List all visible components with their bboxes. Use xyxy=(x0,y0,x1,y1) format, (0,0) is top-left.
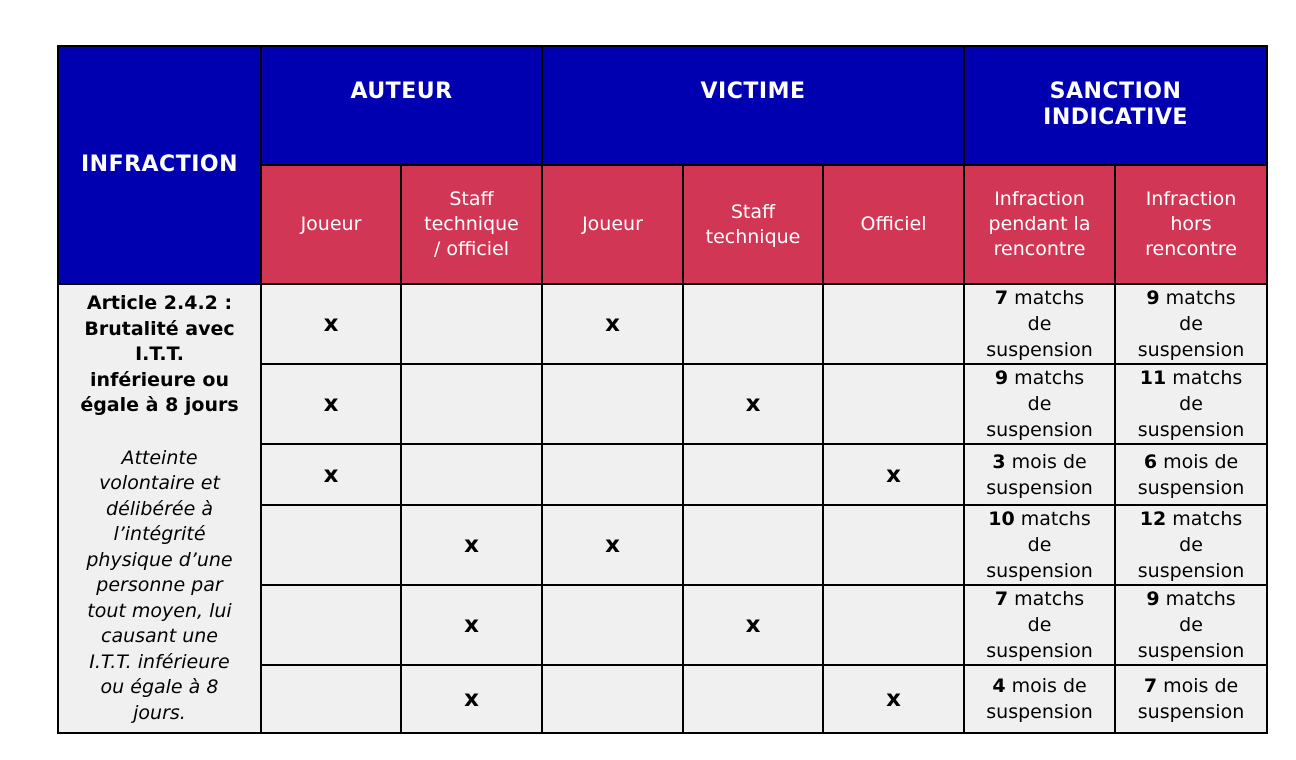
sanction-pendant: 7 matchs de suspension xyxy=(964,284,1115,364)
subheader-victime-staff: Staff technique xyxy=(683,165,823,284)
mark-auteur-joueur xyxy=(261,505,401,585)
mark-victime-staff xyxy=(683,284,823,364)
mark-victime-officiel xyxy=(823,585,964,665)
subheader-auteur-staff: Staff technique / officiel xyxy=(401,165,542,284)
sanction-hors: 6 mois de suspension xyxy=(1115,444,1267,505)
mark-auteur-joueur: x xyxy=(261,444,401,505)
sanction-hors: 9 matchs de suspension xyxy=(1115,284,1267,364)
sanctions-table xyxy=(57,45,1268,734)
mark-victime-joueur xyxy=(542,444,683,505)
subheader-victime-officiel: Officiel xyxy=(823,165,964,284)
mark-victime-joueur xyxy=(542,585,683,665)
mark-auteur-staff: x xyxy=(401,665,542,733)
table-row xyxy=(58,284,1267,364)
mark-victime-joueur: x xyxy=(542,505,683,585)
article-title: Article 2.4.2 : Brutalité avec I.T.T. inférieure ou égale à 8 jours xyxy=(80,292,239,416)
header-auteur: AUTEUR xyxy=(261,46,542,165)
sanction-pendant: 10 matchs de suspension xyxy=(964,505,1115,585)
header-victime: VICTIME xyxy=(542,46,964,165)
mark-victime-staff xyxy=(683,505,823,585)
sanction-pendant: 3 mois de suspension xyxy=(964,444,1115,505)
mark-auteur-staff xyxy=(401,284,542,364)
sanction-pendant: 9 matchs de suspension xyxy=(964,364,1115,444)
mark-victime-staff: x xyxy=(683,364,823,444)
mark-victime-officiel xyxy=(823,505,964,585)
mark-auteur-joueur xyxy=(261,585,401,665)
mark-victime-officiel: x xyxy=(823,444,964,505)
mark-auteur-staff xyxy=(401,444,542,505)
mark-auteur-staff: x xyxy=(401,505,542,585)
mark-victime-staff xyxy=(683,444,823,505)
header-infraction: INFRACTION xyxy=(58,46,261,284)
sanction-hors: 7 mois de suspension xyxy=(1115,665,1267,733)
subheader-victime-joueur: Joueur xyxy=(542,165,683,284)
sanction-hors: 9 matchs de suspension xyxy=(1115,585,1267,665)
sanction-hors: 11 matchs de suspension xyxy=(1115,364,1267,444)
subheader-infraction-hors: Infraction hors rencontre xyxy=(1115,165,1267,284)
mark-victime-officiel xyxy=(823,284,964,364)
subheader-infraction-pendant: Infraction pendant la rencontre xyxy=(964,165,1115,284)
mark-auteur-joueur: x xyxy=(261,284,401,364)
mark-victime-staff xyxy=(683,665,823,733)
mark-auteur-joueur: x xyxy=(261,364,401,444)
mark-victime-joueur xyxy=(542,364,683,444)
header-row-top xyxy=(58,46,1267,165)
sanction-pendant: 7 matchs de suspension xyxy=(964,585,1115,665)
mark-auteur-staff xyxy=(401,364,542,444)
mark-victime-joueur xyxy=(542,665,683,733)
mark-victime-officiel: x xyxy=(823,665,964,733)
mark-victime-staff: x xyxy=(683,585,823,665)
mark-victime-joueur: x xyxy=(542,284,683,364)
sanction-pendant: 4 mois de suspension xyxy=(964,665,1115,733)
subheader-auteur-joueur: Joueur xyxy=(261,165,401,284)
mark-auteur-staff: x xyxy=(401,585,542,665)
mark-victime-officiel xyxy=(823,364,964,444)
mark-auteur-joueur xyxy=(261,665,401,733)
header-sanction-indicative: SANCTION INDICATIVE xyxy=(964,46,1267,165)
infraction-description-cell xyxy=(58,284,261,733)
sanction-hors: 12 matchs de suspension xyxy=(1115,505,1267,585)
article-description: Atteinte volontaire et délibérée à l’intégrité physique d’une personne par tout moyen, lui causant une I.T.T. inférieure ou égale à 8 jours. xyxy=(86,446,233,724)
